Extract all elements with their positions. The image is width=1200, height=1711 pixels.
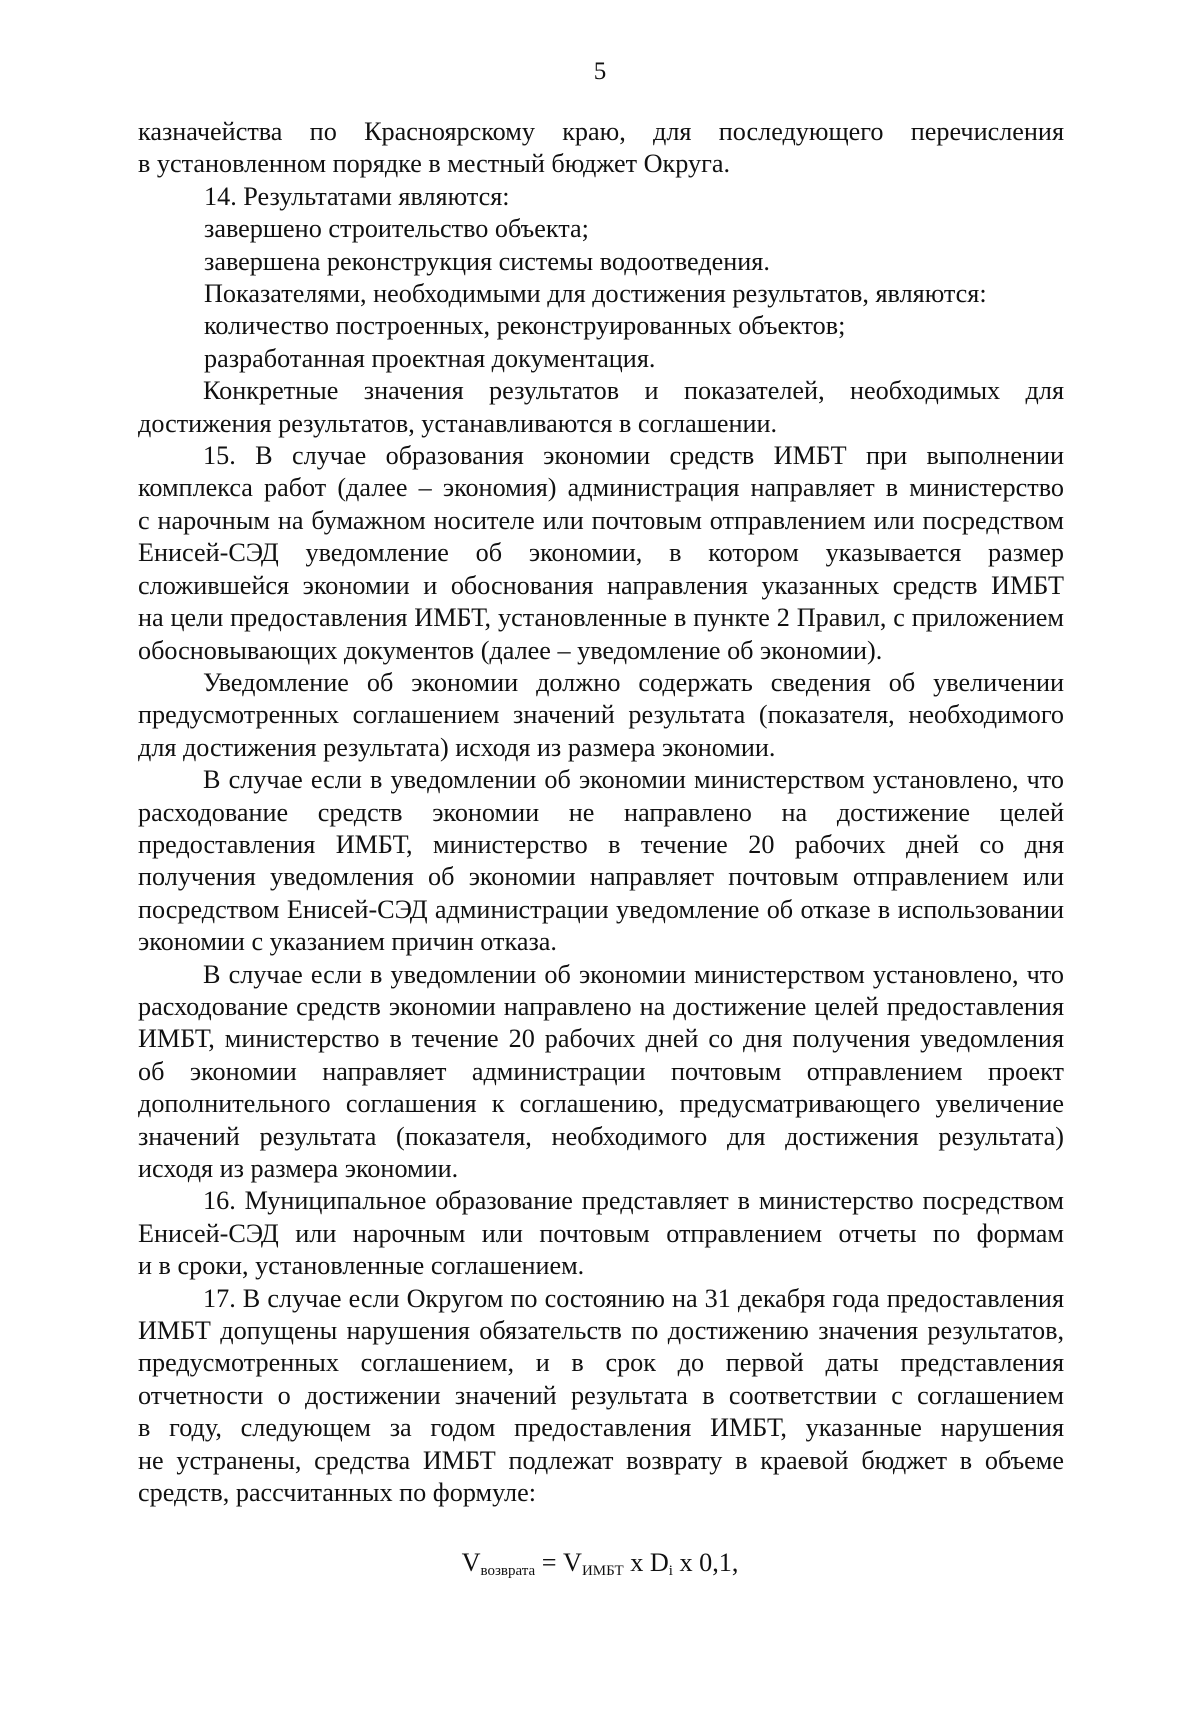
text-line: в установленном порядке в местный бюджет Округа. [138,149,731,179]
text-line: для достижения результата) исходя из размера экономии. [138,732,776,762]
text-line: расходование средств экономии направлено на достижение целей предоставления [138,991,1064,1021]
formula-sub-i: i [668,1563,673,1579]
text-line: 16. Муниципальное образование представляет в министерство посредством [203,1186,1064,1216]
text-line: комплекса работ (далее – экономия) администрация направляет в министерство [138,473,1064,503]
text-line: в году, следующем за годом предоставления ИМБТ, указанные нарушения [138,1413,1064,1443]
text-line: Конкретные значения результатов и показателей, необходимых для [203,376,1064,406]
text-line: 17. В случае если Округом по состоянию на 31 декабря года предоставления [203,1283,1064,1313]
text-line: количество построенных, реконструированных объектов; [204,311,846,341]
text-line: экономии с указанием причин отказа. [138,927,557,957]
text-line: значений результата (показателя, необходимого для достижения результата) [138,1121,1064,1151]
document-body [138,116,1064,1509]
text-line: об экономии направляет администрации почтовым отправлением проект [138,1056,1064,1086]
text-line: получения уведомления об экономии направляет почтовым отправлением или [138,862,1064,892]
text-line: ИМБТ допущены нарушения обязательств по достижению значения результатов, [138,1316,1064,1346]
text-line: предусмотренных соглашением значений результата (показателя, необходимого [138,700,1064,730]
text-line: и в сроки, установленные соглашением. [138,1251,585,1281]
text-line: Показателями, необходимыми для достижения результатов, являются: [204,279,987,309]
text-line: отчетности о достижении значений результата в соответствии с соглашением [138,1380,1064,1410]
text-line: исходя из размера экономии. [138,1154,459,1183]
return-formula [0,1548,1200,1580]
formula-times-d: x D [623,1548,669,1577]
text-line: завершена реконструкция системы водоотведения. [204,246,770,276]
text-line: на цели предоставления ИМБТ, установленные в пункте 2 Правил, с приложением [138,603,1064,633]
text-line: с нарочным на бумажном носителе или почтовым отправлением или посредством [138,505,1064,535]
formula-v-imbt: V [563,1548,582,1577]
text-line: завершено строительство объекта; [204,214,589,244]
text-line: Уведомление об экономии должно содержать сведения об увеличении [203,667,1064,697]
text-line: предусмотренных соглашением, и в срок до первой даты представления [138,1348,1064,1378]
text-line: 15. В случае образования экономии средств ИМБТ при выполнении [203,441,1064,471]
text-line: сложившейся экономии и обоснования направления указанных средств ИМБТ [138,570,1064,600]
text-line: Енисей-СЭД уведомление об экономии, в котором указывается размер [138,538,1064,568]
text-line: дополнительного соглашения к соглашению, предусматривающего увеличение [138,1089,1064,1119]
text-line: Енисей-СЭД или нарочным или почтовым отправлением отчеты по формам [138,1218,1064,1248]
formula-tail: x 0,1, [672,1548,739,1577]
text-line: посредством Енисей-СЭД администрации уведомление об отказе в использовании [138,894,1064,924]
text-line: казначейства по Красноярскому краю, для последующего перечисления [138,117,1064,146]
text-line: 14. Результатами являются: [204,181,510,211]
formula-sub-return: возврата [480,1563,536,1579]
text-line: обосновывающих документов (далее – уведомление об экономии). [138,635,883,665]
formula-sub-imbt: ИМБТ [581,1563,624,1579]
text-line: не устранены, средства ИМБТ подлежат возврату в краевой бюджет в объеме [138,1445,1064,1475]
text-line: В случае если в уведомлении об экономии министерством установлено, что [203,959,1064,989]
text-line: ИМБТ, министерство в течение 20 рабочих дней со дня получения уведомления [138,1024,1064,1054]
text-line: расходование средств экономии не направлено на достижение целей [138,797,1064,827]
text-line: достижения результатов, устанавливаются в соглашении. [138,408,778,438]
text-line: В случае если в уведомлении об экономии министерством установлено, что [203,765,1064,795]
page-number: 5 [593,58,607,85]
formula-v-return: V [461,1548,481,1577]
text-line: средств, рассчитанных по формуле: [138,1478,537,1508]
text-line: разработанная проектная документация. [204,343,656,373]
formula-equals: = [535,1548,564,1577]
text-line: предоставления ИМБТ, министерство в течение 20 рабочих дней со дня [138,829,1064,859]
